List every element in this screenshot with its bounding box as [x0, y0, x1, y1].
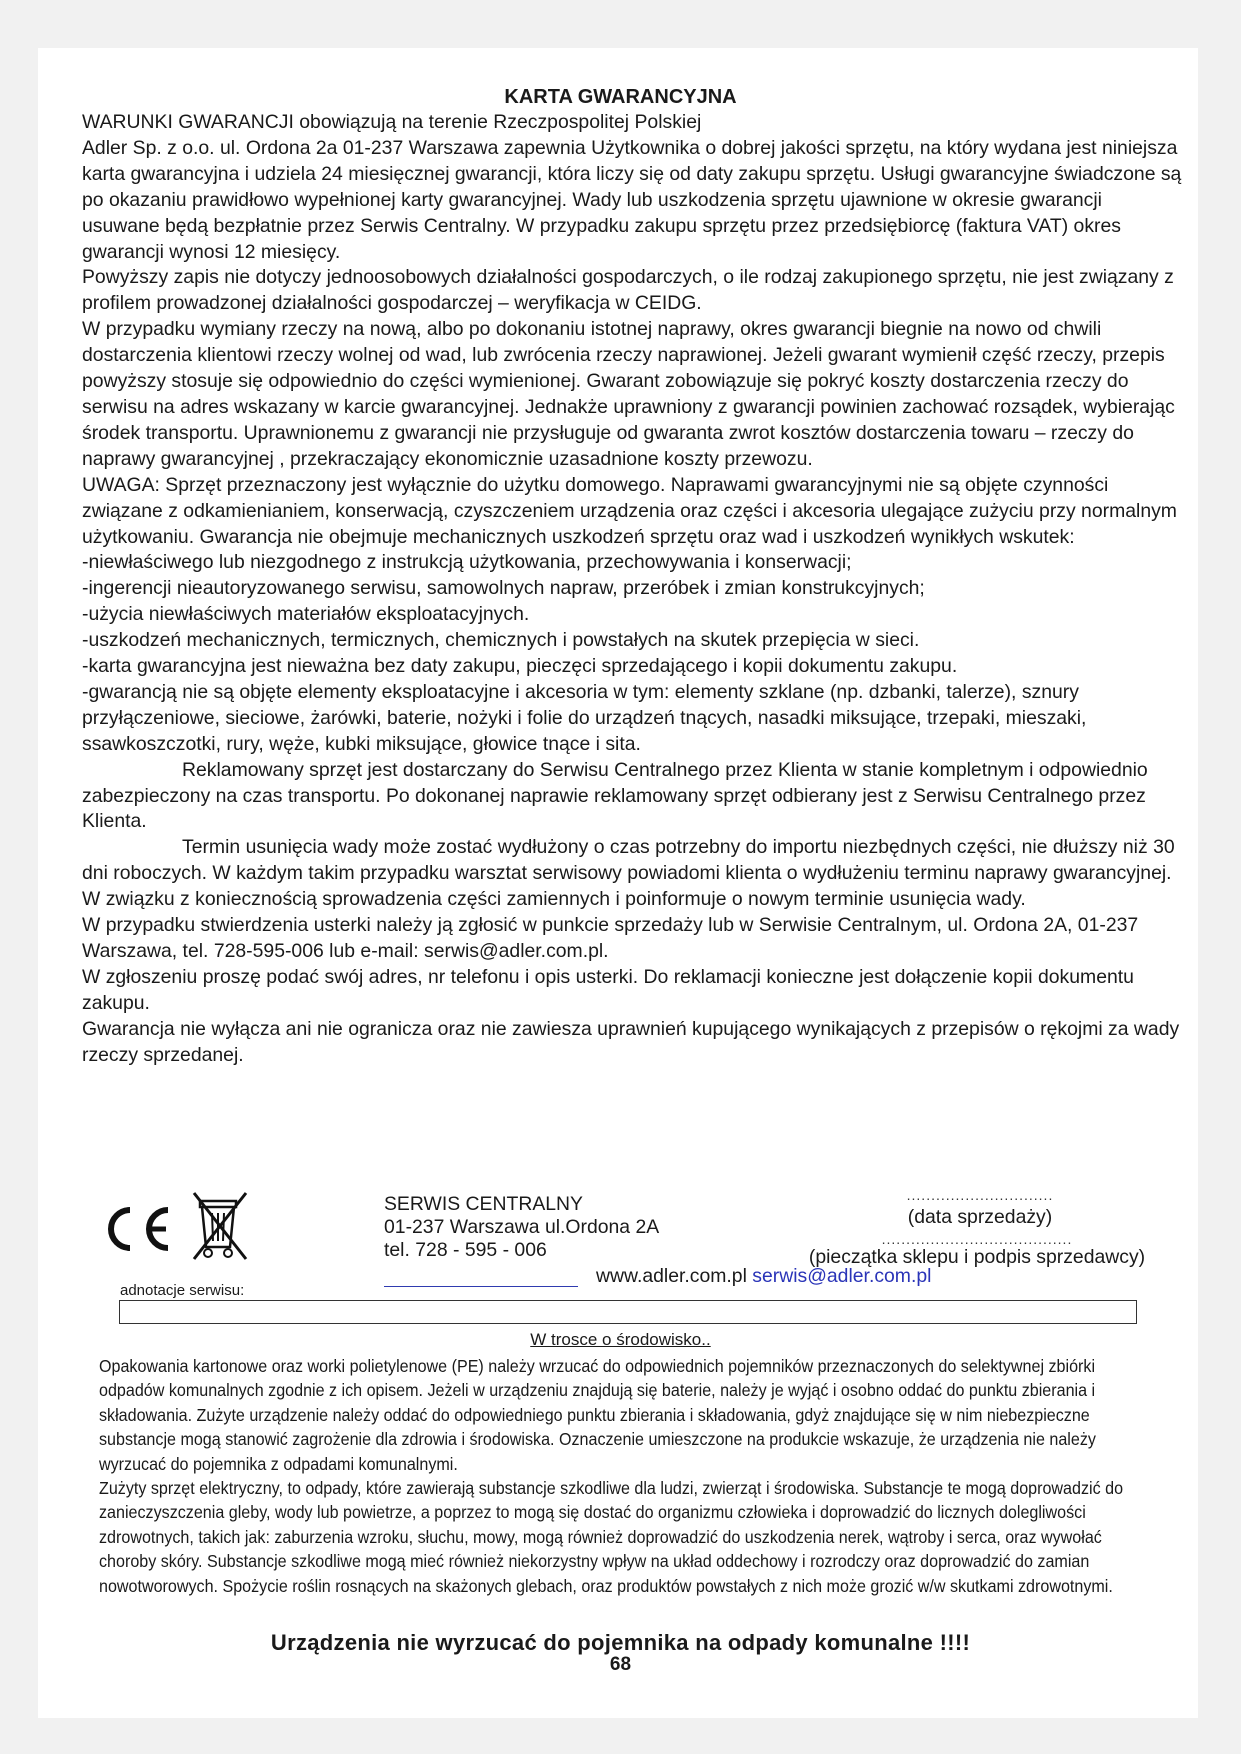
- exclusion-item: -karta gwarancyjna jest nieważna bez daty zakupu, pieczęci sprzedającego i kopii dokumentu zakupu.: [82, 655, 958, 678]
- exclusion-item: -użycia niewłaściwych materiałów eksploatacyjnych.: [82, 603, 530, 626]
- warranty-paragraph: W przypadku wymiany rzeczy na nową, albo po dokonaniu istotnej naprawy, okres gwarancji biegnie na nowo od chwili dostarczenia klientowi rzeczy wolnej od wad, lub zwrócenia rzeczy naprawionej. Jeżeli gwarant wymienił część rzeczy, przepis powyższy stosuje się odpowiednio do części wymienionej. Gwarant zobowiązuje się pokryć koszty dostarczenia rzeczy do serwisu na adres wskazany w karcie gwarancyjnej. Jednakże uprawniony z gwarancji powinien zachować rozsądek, wybierając środek transportu. Uprawnionemu z gwarancji nie przysługuje od gwaranta zwrot kosztów dostarczenia towaru – rzeczy do naprawy gwarancyjnej , przekraczający ekonomicznie uzasadnione koszty przewozu.: [82, 318, 1175, 470]
- environment-paragraph: Opakowania kartonowe oraz worki polietylenowe (PE) należy wrzucać do odpowiednich pojemników przeznaczonych do selektywnej zbiórki odpadów komunalnych zgodnie z ich opisem. Jeżeli w urządzeniu znajdują się baterie, należy je wyjąć i osobno oddać do punktu zbierania i składowania. Zużyte urządzenie należy oddać do odpowiedniego punktu zbierania i składowania, gdyż znajdujące się w nim niebezpieczne substancje mogą stanowić zagrożenie dla zdrowia i środowiska. Oznaczenie umieszczone na produkcie wskazuje, że urządzenia nie należy wyrzucać do pojemnika z odpadami komunalnymi.: [99, 1356, 1096, 1474]
- environment-paragraph: Zużyty sprzęt elektryczny, to odpady, które zawierają substancje szkodliwe dla ludzi, zwierząt i środowiska. Substancje te mogą doprowadzić do zanieczyszczenia gleby, wody lub powietrze, a poprzez to mogą się dostać do organizmu człowieka i doprowadzić do licznych dolegliwości zdrowotnych, takich jak: zaburzenia wzroku, słuchu, mowy, mogą również doprowadzić do uszkodzenia nerek, wątroby i serca, oraz wywołać choroby skóry. Substancje szkodliwe mogą mieć również niekorzystny wpływ na układ oddechowy i rozrodczy oraz doprowadzić do zamian nowotworowych. Spożycie roślin rosnących na skażonych glebach, oraz produktów powstałych z nich może grozić w/w skutkami zdrowotnymi.: [99, 1478, 1124, 1596]
- warranty-paragraph: Powyższy zapis nie dotyczy jednoosobowych działalności gospodarczych, o ile rodzaj zakupionego sprzętu, nie jest związany z profilem prowadzonej działalności gospodarczej – weryfikacja w CEIDG.: [82, 266, 1174, 315]
- stamp-signature-field[interactable]: [792, 1231, 1162, 1269]
- sale-date-field[interactable]: [870, 1187, 1090, 1229]
- warranty-paragraph: Reklamowany sprzęt jest dostarczany do Serwisu Centralnego przez Klienta w stanie kompletnym i odpowiednio zabezpieczony na czas transportu. Po dokonanej naprawie reklamowany sprzęt odbierany jest z Serwisu Centralnego przez Klienta.: [82, 758, 1148, 833]
- service-notes-box[interactable]: [119, 1300, 1137, 1324]
- email-link[interactable]: serwis@adler.com.pl: [752, 1265, 932, 1287]
- service-contact-links: [596, 1265, 931, 1288]
- exclusion-item: -niewłaściwego lub niezgodnego z instrukcją użytkowania, przechowywania i konserwacji;: [82, 551, 852, 574]
- weee-bin-icon: [194, 1193, 246, 1259]
- sale-date-label: (data sprzedaży): [907, 1206, 1053, 1228]
- warranty-paragraph: WARUNKI GWARANCJI obowiązują na terenie Rzeczpospolitej Polskiej: [82, 111, 702, 133]
- warranty-paragraph: Termin usunięcia wady może zostać wydłużony o czas potrzebny do importu niezbędnych części, nie dłuższy niż 30 dni roboczych. W każdym takim przypadku warsztat serwisowy powiadomi klienta o wydłużeniu terminu naprawy gwarancyjnej. W związku z koniecznością sprowadzenia części zamiennych i poinformuje o nowym terminie usunięcia wady.: [82, 836, 1175, 911]
- warranty-paragraph: Gwarancja nie wyłącza ani nie ogranicza oraz nie zawiesza uprawnień kupującego wynikających z przepisów o rękojmi za wady rzeczy sprzedanej.: [82, 1017, 1180, 1066]
- service-notes-label: adnotacje serwisu:: [120, 1282, 245, 1299]
- service-underline: [384, 1286, 578, 1287]
- service-address: 01-237 Warszawa ul.Ordona 2A: [384, 1216, 660, 1238]
- disposal-warning: Urządzenia nie wyrzucać do pojemnika na odpady komunalne !!!!: [270, 1630, 971, 1655]
- page-number: 68: [609, 1654, 632, 1675]
- stamp-dotted-line: .......................................: [881, 1231, 1073, 1247]
- exclusion-item: -uszkodzeń mechanicznych, termicznych, chemicznych i powstałych na skutek przepięcia w sieci.: [82, 629, 920, 652]
- document-title: KARTA GWARANCYJNA: [504, 86, 737, 108]
- service-phone: tel. 728 - 595 - 006: [384, 1239, 547, 1261]
- environment-title: W trosce o środowisko..: [530, 1330, 711, 1349]
- service-center: [384, 1193, 659, 1262]
- service-name: SERWIS CENTRALNY: [384, 1193, 583, 1215]
- sale-date-dotted-line: ..............................: [906, 1187, 1054, 1203]
- warranty-paragraph: W przypadku stwierdzenia usterki należy ją zgłosić w punkcie sprzedaży lub w Serwisie Centralnym, ul. Ordona 2A, 01-237 Warszawa, tel. 728-595-006 lub e-mail: serwis@adler.com.pl.: [82, 914, 1139, 962]
- ce-mark-icon: [100, 1185, 270, 1265]
- warranty-paragraph: W zgłoszeniu proszę podać swój adres, nr telefonu i opis usterki. Do reklamacji konieczne jest dołączenie kopii dokumentu zakupu.: [82, 965, 1134, 1014]
- exclusion-item: -ingerencji nieautoryzowanego serwisu, samowolnych napraw, przeróbek i zmian konstrukcyjnych;: [82, 577, 925, 600]
- stamp-label: (pieczątka sklepu i podpis sprzedawcy): [808, 1246, 1146, 1268]
- warranty-paragraph: Adler Sp. z o.o. ul. Ordona 2a 01-237 Warszawa zapewnia Użytkownika o dobrej jakości sprzętu, na który wydana jest niniejsza karta gwarancyjna i udziela 24 miesięcznej gwarancji, która liczy się od daty zakupu sprzętu. Usługi gwarancyjne świadczone są po okazaniu prawidłowo wypełnionej karty gwarancyjnej. Wady lub uszkodzenia sprzętu ujawnione w okresie gwarancji usuwane będą bezpłatnie przez Serwis Centralny. W przypadku zakupu sprzętu przez przedsiębiorcę (faktura VAT) okres gwarancji wynosi 12 miesięcy.: [82, 136, 1182, 263]
- website-link[interactable]: www.adler.com.pl: [596, 1265, 747, 1287]
- warranty-terms: [82, 110, 1182, 1069]
- certification-logos: [100, 1185, 270, 1265]
- environment-text: [99, 1354, 1139, 1598]
- exclusion-item: -gwarancją nie są objęte elementy eksploatacyjne i akcesoria w tym: elementy szklane (np. dzbanki, talerze), sznury przyłączeniowe, sieciowe, żarówki, baterie, nożyki i folie do urządzeń tnących, nasadki miksujące, trzepaki, mieszaki, ssawkoszczotki, rury, węże, kubki miksujące, głowice tnące i sita.: [82, 680, 1087, 755]
- warranty-paragraph: UWAGA: Sprzęt przeznaczony jest wyłącznie do użytku domowego. Naprawami gwarancyjnymi nie są objęte czynności związane z odkamienianiem, konserwacją, czyszczeniem urządzenia oraz części i akcesoria ulegające zużyciu przy normalnym użytkowaniu. Gwarancja nie obejmuje mechanicznych uszkodzeń sprzętu oraz wad i uszkodzeń wynikłych wskutek:: [82, 473, 1177, 548]
